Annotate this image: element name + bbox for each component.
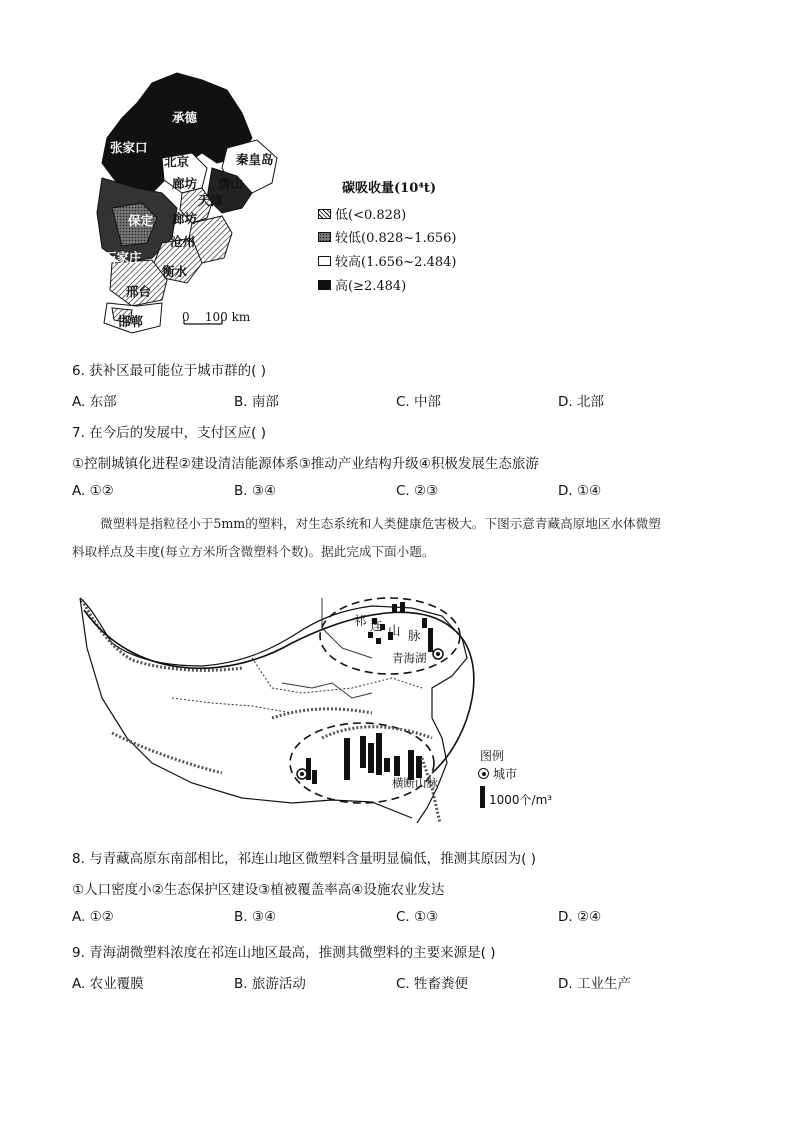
qilian-char-2: 连 bbox=[370, 618, 383, 633]
q7-stem: 7. 在今后的发展中，支付区应( ) bbox=[72, 425, 266, 441]
q8-stem: 8. 与青藏高原东南部相比，祁连山地区微塑料含量明显偏低，推测其原因为( ) bbox=[72, 851, 536, 867]
q6-option-d[interactable]: D. 北部 bbox=[558, 394, 604, 410]
q7-option-d[interactable]: D. ①④ bbox=[558, 483, 602, 499]
city-xingtai: 邢台 bbox=[126, 284, 152, 299]
city-tangshan: 唐山 bbox=[218, 176, 244, 191]
black-swatch bbox=[318, 280, 331, 290]
city-shijiazhuang: 石家庄 bbox=[104, 250, 142, 265]
map2-legend-bar: 1000个/m³ bbox=[480, 786, 552, 808]
q7-option-b[interactable]: B. ③④ bbox=[234, 483, 277, 499]
bar-symbol-icon bbox=[480, 786, 485, 808]
city-qinhuangdao: 秦皇岛 bbox=[236, 152, 274, 167]
carbon-legend-low: 低(<0.828) bbox=[318, 204, 406, 223]
dots-swatch bbox=[318, 232, 331, 242]
passage bbox=[72, 510, 722, 566]
qinghai-lake-label: 青海湖 bbox=[392, 651, 427, 665]
city-zhangjiakou: 张家口 bbox=[110, 140, 148, 155]
scale-label: 0 100 km bbox=[182, 310, 251, 324]
city-langfang-2: 廊坊 bbox=[172, 211, 198, 226]
hengduan-label: 横断山脉 bbox=[392, 776, 438, 790]
carbon-legend-title: 碳吸收量(10⁴t) bbox=[342, 181, 437, 196]
q6-option-a[interactable]: A. 东部 bbox=[72, 394, 117, 410]
city-tianjin: 天津 bbox=[198, 193, 224, 208]
q9-stem: 9. 青海湖微塑料浓度在祁连山地区最高，推测其微塑料的主要来源是( ) bbox=[72, 945, 496, 961]
city-hengshui: 衡水 bbox=[162, 264, 188, 279]
map2-legend-title: 图例 bbox=[480, 749, 505, 763]
white-swatch bbox=[318, 256, 331, 266]
q7-option-a[interactable]: A. ①② bbox=[72, 483, 114, 499]
qilian-char-1: 祁 bbox=[354, 613, 367, 628]
qilian-char-3: 山 bbox=[388, 623, 401, 638]
q9-option-c[interactable]: C. 牲畜粪便 bbox=[396, 976, 469, 992]
q8-option-d[interactable]: D. ②④ bbox=[558, 909, 602, 925]
carbon-legend-high: 高(≥2.484) bbox=[318, 275, 406, 294]
q6-option-b[interactable]: B. 南部 bbox=[234, 394, 279, 410]
city-baoding: 保定 bbox=[128, 213, 154, 228]
passage-line-2: 料取样点及丰度(每立方米所含微塑料个数)。据此完成下面小题。 bbox=[72, 544, 435, 559]
map2-legend-city: 城市 bbox=[478, 765, 517, 782]
q9-option-a[interactable]: A. 农业覆膜 bbox=[72, 976, 144, 992]
q8-option-b[interactable]: B. ③④ bbox=[234, 909, 277, 925]
qilian-char-4: 脉 bbox=[408, 628, 421, 643]
city-chengde: 承德 bbox=[172, 110, 198, 125]
city-beijing: 北京 bbox=[164, 154, 190, 169]
carbon-legend-higher: 较高(1.656~2.484) bbox=[318, 251, 456, 270]
city-handan: 邯郸 bbox=[118, 314, 144, 329]
q9-option-d[interactable]: D. 工业生产 bbox=[558, 976, 631, 992]
q8-option-a[interactable]: A. ①② bbox=[72, 909, 114, 925]
passage-line-1: 微塑料是指粒径小于5mm的塑料，对生态系统和人类健康危害极大。下图示意青藏高原地区水体微塑 bbox=[100, 516, 661, 531]
city-langfang-1: 廊坊 bbox=[172, 176, 198, 191]
q6-option-c[interactable]: C. 中部 bbox=[396, 394, 442, 410]
q7-option-c[interactable]: C. ②③ bbox=[396, 483, 439, 499]
hatch-swatch bbox=[318, 209, 331, 219]
carbon-legend-lower: 较低(0.828~1.656) bbox=[318, 227, 456, 246]
q9-option-b[interactable]: B. 旅游活动 bbox=[234, 976, 306, 992]
city-cangzhou: 沧州 bbox=[170, 234, 196, 249]
q8-statements: ①人口密度小②生态保护区建设③植被覆盖率高④设施农业发达 bbox=[72, 882, 445, 898]
q7-statements: ①控制城镇化进程②建设清洁能源体系③推动产业结构升级④积极发展生态旅游 bbox=[72, 456, 539, 472]
q6-stem: 6. 获补区最可能位于城市群的( ) bbox=[72, 363, 266, 379]
city-symbol-icon bbox=[478, 768, 489, 779]
q8-option-c[interactable]: C. ①③ bbox=[396, 909, 439, 925]
